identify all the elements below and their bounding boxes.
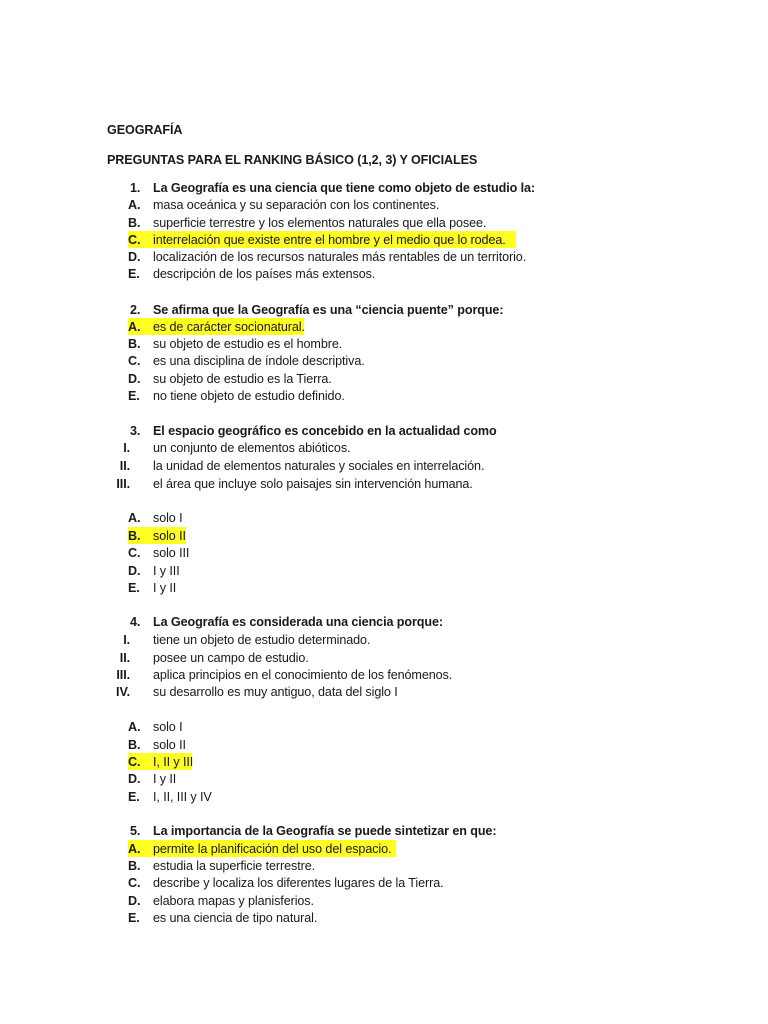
option-label: E. (128, 389, 140, 403)
option-text: masa oceánica y su separación con los continentes. (153, 198, 440, 212)
option-label: D. (128, 772, 141, 786)
option-label: A. (128, 720, 141, 734)
option-label: D. (128, 372, 141, 386)
option-label: B. (128, 859, 141, 873)
option-text: solo II (153, 529, 186, 543)
option-label: C. (128, 546, 141, 560)
document-subtitle: PREGUNTAS PARA EL RANKING BÁSICO (1,2, 3) Y OFICIALES (107, 153, 478, 167)
option-text: es una ciencia de tipo natural. (153, 911, 318, 925)
option-text: estudia la superficie terrestre. (153, 859, 315, 873)
question-number: 2. (130, 303, 141, 317)
option-label: B. (128, 216, 141, 230)
option-label: D. (128, 564, 141, 578)
option-label: E. (128, 790, 140, 804)
question-text: La Geografía es una ciencia que tiene como objeto de estudio la: (153, 181, 535, 195)
option-text: su objeto de estudio es el hombre. (153, 337, 343, 351)
statement-label: II. (119, 459, 130, 473)
document-title: GEOGRAFÍA (107, 123, 183, 137)
option-label: A. (128, 842, 141, 856)
option-text: I y II (153, 581, 177, 595)
option-label: B. (128, 738, 141, 752)
statement-label: I. (123, 441, 130, 455)
question-text: La Geografía es considerada una ciencia porque: (153, 615, 443, 629)
option-text: I, II, III y IV (153, 790, 212, 804)
option-label: B. (128, 337, 141, 351)
option-label: E. (128, 911, 140, 925)
option-text: interrelación que existe entre el hombre y el medio que lo rodea. (153, 233, 506, 247)
option-text: describe y localiza los diferentes lugares de la Tierra. (153, 876, 444, 890)
option-text: superficie terrestre y los elementos naturales que ella posee. (153, 216, 487, 230)
option-label: B. (128, 529, 141, 543)
question-text: Se afirma que la Geografía es una “ciencia puente” porque: (153, 303, 504, 317)
option-label: C. (128, 876, 141, 890)
option-text: solo III (153, 546, 190, 560)
option-label: A. (128, 511, 141, 525)
statement-text: tiene un objeto de estudio determinado. (153, 633, 371, 647)
question-number: 4. (130, 615, 141, 629)
option-text: localización de los recursos naturales más rentables de un territorio. (153, 250, 527, 264)
question-number: 3. (130, 424, 141, 438)
statement-text: posee un campo de estudio. (153, 651, 309, 665)
statement-text: la unidad de elementos naturales y sociales en interrelación. (153, 459, 485, 473)
option-label: A. (128, 320, 141, 334)
statement-label: III. (116, 477, 130, 491)
option-label: C. (128, 354, 141, 368)
option-text: I y II (153, 772, 177, 786)
option-text: solo II (153, 738, 186, 752)
statement-label: II. (119, 651, 130, 665)
statement-text: el área que incluye solo paisajes sin intervención humana. (153, 477, 473, 491)
option-label: D. (128, 894, 141, 908)
statement-label: IV. (116, 685, 130, 699)
option-label: C. (128, 755, 141, 769)
statement-label: I. (123, 633, 130, 647)
option-text: solo I (153, 720, 183, 734)
question-text: El espacio geográfico es concebido en la actualidad como (153, 424, 497, 438)
question-text: La importancia de la Geografía se puede sintetizar en que: (153, 824, 497, 838)
option-text: su objeto de estudio es la Tierra. (153, 372, 332, 386)
option-text: es una disciplina de índole descriptiva. (153, 354, 365, 368)
option-text: I, II y III (153, 755, 194, 769)
option-label: A. (128, 198, 141, 212)
statement-text: un conjunto de elementos abióticos. (153, 441, 351, 455)
option-label: D. (128, 250, 141, 264)
statement-text: su desarrollo es muy antiguo, data del siglo I (153, 685, 398, 699)
option-label: C. (128, 233, 141, 247)
statement-label: III. (116, 668, 130, 682)
option-text: solo I (153, 511, 183, 525)
question-number: 5. (130, 824, 141, 838)
question-number: 1. (130, 181, 141, 195)
option-text: descripción de los países más extensos. (153, 267, 376, 281)
option-text: no tiene objeto de estudio definido. (153, 389, 345, 403)
statement-text: aplica principios en el conocimiento de los fenómenos. (153, 668, 453, 682)
option-text: permite la planificación del uso del espacio. (153, 842, 392, 856)
option-text: I y III (153, 564, 180, 578)
option-label: E. (128, 267, 140, 281)
option-text: es de carácter socionatural. (153, 320, 305, 334)
option-label: E. (128, 581, 140, 595)
option-text: elabora mapas y planisferios. (153, 894, 314, 908)
